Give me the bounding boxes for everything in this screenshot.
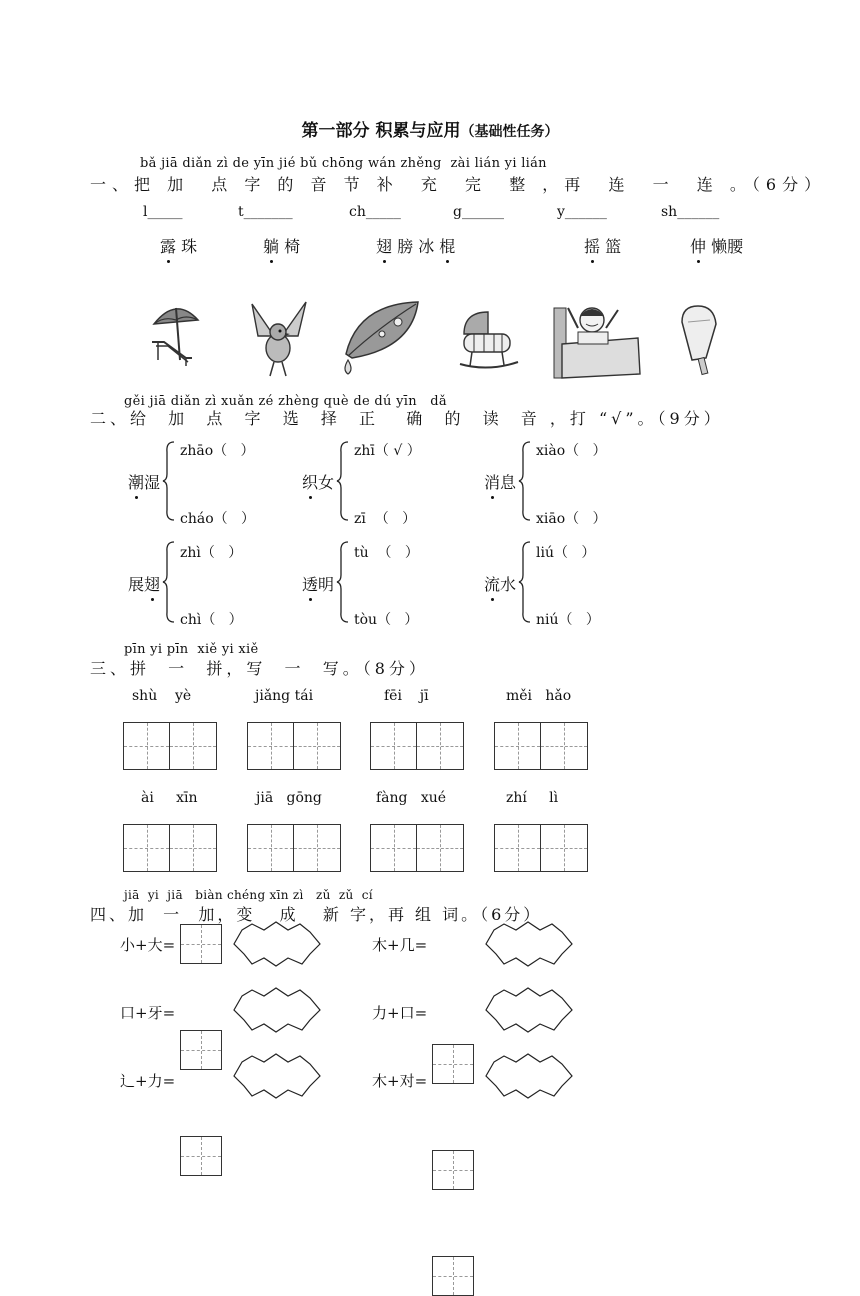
word-rest: 明 [318, 575, 335, 594]
blank-g[interactable]: g______ [453, 204, 504, 220]
q3-py-fangxue: fàng xué [376, 790, 447, 806]
brace-icon [336, 440, 350, 522]
q3-py-jiagong: jiā gōng [256, 790, 322, 806]
q2-instruction: 二、给 加 点 字 选 择 正 确 的 读 音 ，打 “√”。（9分） [90, 409, 724, 428]
q3-py-zhili: zhí lì [506, 790, 559, 806]
writing-grid[interactable] [123, 722, 217, 770]
child-stretching-in-bed-icon[interactable] [552, 298, 644, 380]
q3-py-feiji: fēi jī [384, 688, 429, 704]
writing-grid[interactable] [247, 722, 341, 770]
q1-instruction: 一、把 加 点 字 的 音 节 补 充 完 整 ，再 连 一 连 。（6分） [90, 175, 827, 194]
q3-py-shuye: shù yè [132, 688, 192, 704]
q2-word-zhinv [302, 470, 334, 493]
dotted-char: 棍 [439, 234, 455, 257]
word-rest: 懒腰 [706, 237, 744, 256]
q3-py-meihao: měi hǎo [506, 688, 572, 704]
q2-word-chaoshi [128, 470, 160, 493]
blank-t[interactable]: t_______ [238, 204, 293, 220]
word-cloud-box[interactable] [232, 986, 322, 1034]
q2-pinyin: gěi jiā diǎn zì xuǎn zé zhèng què de dú yīn dǎ [124, 394, 447, 409]
word-luzhu [160, 234, 197, 257]
word-rest: 水 [500, 575, 517, 594]
word-rest: 膀 冰 [392, 237, 440, 256]
q2-word-touming [302, 572, 334, 595]
q3-py-aixin: ài xīn [141, 790, 198, 806]
word-cloud-box[interactable] [232, 1052, 322, 1100]
dotted-char: 躺 [263, 234, 279, 257]
brace-icon [518, 540, 532, 624]
word-cloud-box[interactable] [484, 920, 574, 968]
dotted-char: 伸 [690, 234, 706, 257]
blank-sh[interactable]: sh______ [661, 204, 720, 220]
q2-word-liushui [484, 572, 516, 595]
q2-opt-zhi4[interactable]: zhì（ ） [180, 545, 243, 561]
dotted-char: 消 [484, 470, 500, 493]
bird-icon[interactable] [244, 296, 310, 380]
word-shenlanyao [690, 234, 743, 257]
q4-eq-muji: 木+几= [372, 936, 428, 954]
q4-instruction: 四、加 一 加，变 成 新 字，再 组 词。（6分） [90, 905, 543, 924]
dotted-char: 露 [160, 234, 176, 257]
blank-ch[interactable]: ch_____ [349, 204, 401, 220]
word-chibang-bing [376, 234, 455, 257]
q2-opt-tou[interactable]: tòu（ ） [354, 612, 419, 628]
char-box[interactable] [432, 1256, 474, 1296]
q4-eq-likou: 力+口= [372, 1004, 428, 1022]
q2-opt-tu[interactable]: tù （ ） [354, 545, 419, 561]
q4-eq-xiaoda: 小+大= [120, 936, 176, 954]
dotted-char: 翅 [144, 572, 160, 595]
q4-pinyin: jiā yi jiā biàn chéng xīn zì zǔ zǔ cí [124, 888, 373, 902]
q2-word-zhanchi [128, 572, 160, 595]
title-sub: （基础性任务） [460, 124, 559, 140]
word-cloud-box[interactable] [232, 920, 322, 968]
beach-chair-umbrella-icon[interactable] [146, 298, 206, 370]
dotted-char: 摇 [584, 234, 600, 257]
brace-icon [518, 440, 532, 522]
popsicle-icon[interactable] [676, 302, 726, 378]
q3-py-jiangtai: jiǎng tái [255, 688, 314, 704]
cradle-icon[interactable] [456, 306, 522, 372]
q2-opt-chi4[interactable]: chì（ ） [180, 612, 243, 628]
word-cloud-box[interactable] [484, 986, 574, 1034]
word-rest: 珠 [176, 237, 198, 256]
page-title [0, 116, 860, 141]
word-rest: 椅 [279, 237, 301, 256]
q2-word-xiaoxi [484, 470, 516, 493]
dotted-char: 透 [302, 572, 318, 595]
writing-grid[interactable] [494, 722, 588, 770]
q2-opt-niu[interactable]: niú（ ） [536, 612, 600, 628]
q3-pinyin: pīn yi pīn xiě yi xiě [124, 642, 259, 657]
brace-icon [336, 540, 350, 624]
word-rest: 湿 [144, 473, 161, 492]
blank-y[interactable]: y______ [557, 204, 607, 220]
q4-eq-chuoli: 辶+力= [120, 1072, 176, 1090]
word-rest: 女 [318, 473, 335, 492]
writing-grid[interactable] [370, 722, 464, 770]
char-box[interactable] [180, 1136, 222, 1176]
brace-icon [162, 440, 176, 522]
char-box[interactable] [180, 924, 222, 964]
dotted-char: 流 [484, 572, 500, 595]
q2-opt-chao[interactable]: cháo（ ） [180, 511, 255, 527]
q4-eq-mudui: 木+对= [372, 1072, 428, 1090]
writing-grid[interactable] [247, 824, 341, 872]
q2-opt-zhi[interactable]: zhī（ √ ） [354, 443, 421, 459]
brace-icon [162, 540, 176, 624]
word-rest: 息 [500, 473, 517, 492]
title-main: 第一部分 积累与应用 [301, 121, 461, 141]
word-cloud-box[interactable] [484, 1052, 574, 1100]
char-box[interactable] [180, 1030, 222, 1070]
writing-grid[interactable] [123, 824, 217, 872]
writing-grid[interactable] [494, 824, 588, 872]
char-box[interactable] [432, 1150, 474, 1190]
word-rest: 篮 [600, 237, 622, 256]
q3-instruction: 三、拼 一 拼，写 一 写。（8分） [90, 659, 429, 678]
q2-opt-zhao[interactable]: zhāo（ ） [180, 443, 255, 459]
blank-l[interactable]: l_____ [143, 204, 183, 220]
q1-pinyin: bǎ jiā diǎn zì de yīn jié bǔ chōng wán zhěng zài lián yi lián [140, 156, 547, 171]
q2-opt-zi[interactable]: zī （ ） [354, 511, 417, 527]
word-rest: 展 [128, 575, 145, 594]
dotted-char: 织 [302, 470, 318, 493]
leaf-dewdrop-icon[interactable] [338, 298, 422, 378]
word-yaolan [584, 234, 621, 257]
writing-grid[interactable] [370, 824, 464, 872]
q4-eq-kouya: 口+牙= [120, 1004, 176, 1022]
dotted-char: 翅 [376, 234, 392, 257]
char-box[interactable] [432, 1044, 474, 1084]
q2-opt-liu[interactable]: liú（ ） [536, 545, 596, 561]
word-tangyi [263, 234, 300, 257]
q2-opt-xiao1[interactable]: xiāo（ ） [536, 511, 607, 527]
dotted-char: 潮 [128, 470, 144, 493]
q2-opt-xiao4[interactable]: xiào（ ） [536, 443, 607, 459]
